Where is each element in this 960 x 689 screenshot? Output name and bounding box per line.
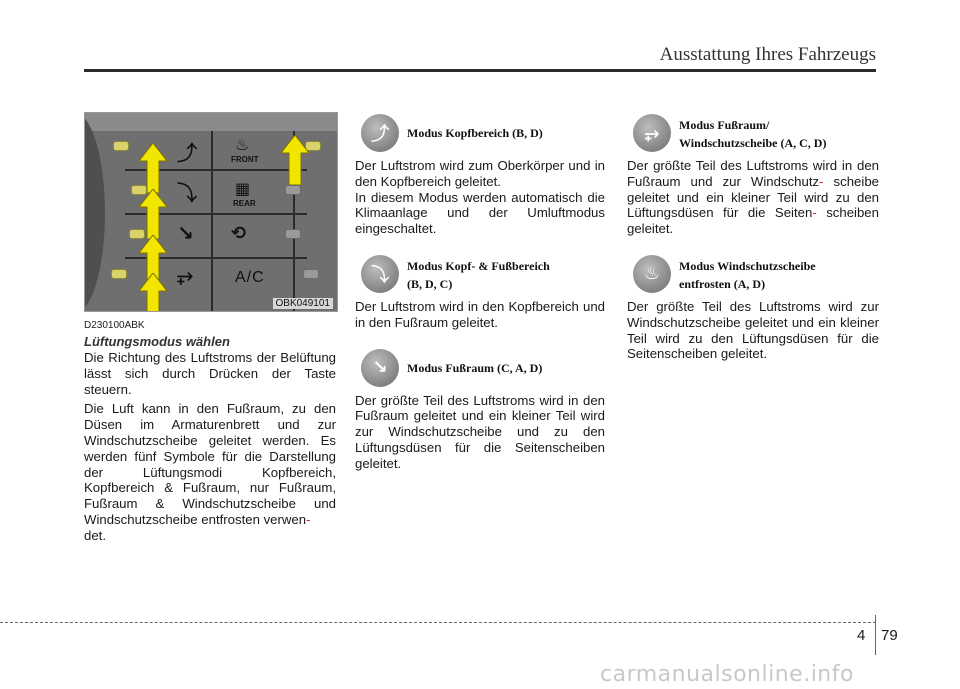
mode-block-feet-defrost [627,112,879,237]
section-title: Ausstattung Ihres Fahrzeugs [659,44,876,65]
watermark: carmanualsonline.info [600,662,854,687]
defrost-icon: ♨ [633,255,671,293]
mode-block-face [355,112,605,237]
mode-title [407,257,550,293]
vent-feet-defrost-icon[interactable]: ⥅ [177,263,193,287]
text-part: scheiben geleitet. [627,205,879,237]
mode-text: In diesem Modus werden automatisch die Klimaanlage und der Umluftmodus eingeschaltet. [355,189,605,237]
footer-rule [0,622,876,623]
mode-title-line: Modus Windschutzscheibe [679,258,816,273]
led [113,141,129,151]
front-defrost-icon[interactable]: ♨ [235,135,250,154]
hyphen: - [812,205,817,221]
mode-title-line: entfrosten (A, D) [679,276,766,291]
vent-face-feet-icon: ⤵ [361,255,399,293]
vent-face-icon[interactable]: ⤴ [177,141,197,165]
panel-top-band [85,113,337,131]
figure-code: OBK049101 [273,298,334,309]
column-middle [355,112,605,488]
mode-text: Der größte Teil des Luftstroms wird zur Windschutzscheibe geleitet und ein kleiner Teil wird zu den Lüftungsdüsen für die Seitenscheiben geleitet. [627,298,879,362]
hyphen: - [306,511,311,527]
panel-divider-1 [211,131,213,311]
mode-title [679,257,816,293]
mode-title: Modus Fußraum (C, A, D) [407,360,543,375]
led [111,269,127,279]
mode-text: Der größte Teil des Luftstroms wird in den Fußraum geleitet und ein kleiner Teil wird zur Windschutzscheibe und zu den Lüftungsdüsen für die Seitenscheiben geleitet. [355,392,605,471]
vent-feet-icon: ↘ [361,349,399,387]
arrow-icon [139,143,167,193]
paragraph-text: det. [84,527,106,543]
climate-panel-figure [84,112,338,312]
page-number: 79 [881,627,898,644]
paragraph: Die Richtung des Luftstroms der Belüftung lässt sich durch Drücken der Taste steuern. [84,350,336,397]
rear-defrost-icon[interactable]: ▦ [235,179,251,198]
front-label: FRONT [231,155,259,164]
text-part: Der größte Teil des Luftstroms wird in den Fußraum und zur Windschutz [627,158,879,189]
mode-text: Der Luftstrom wird zum Oberkörper und in den Kopfbereich geleitet. [355,158,605,189]
recirculation-icon[interactable]: ⟲ [231,223,247,244]
mode-block-feet [355,347,605,472]
mode-title-line: Modus Kopf- & Fußbereich [407,258,550,273]
paragraph-text: Die Luft kann in den Fußraum, zu den Düsen im Armaturenbrett und zur Windschutzscheibe geleitet werden. Es werden fünf Symbole für die Darstellung der Lüftungsmodi Kopfbereich, Kopfbereich & Fußraum, nur Fußraum, Fußraum & Windschutzscheibe und Windschutzscheibe entfrosten verwen [84,401,336,527]
footer-tick [875,615,876,655]
column-right [627,112,879,378]
hyphen: - [819,173,824,189]
arrow-icon [281,135,309,185]
column-left [84,112,336,544]
mode-block-defrost [627,253,879,362]
mode-text [627,158,879,237]
led [285,229,301,239]
mode-title-line: Windschutzscheibe (A, C, D) [679,136,827,150]
led [285,185,301,195]
vent-feet-defrost-icon: ⥅ [633,114,671,152]
mode-title: Modus Kopfbereich (B, D) [407,126,543,140]
chapter-number: 4 [857,627,866,644]
led [303,269,319,279]
mode-block-face-feet [355,253,605,331]
mode-title [679,116,826,152]
vent-face-icon: ⤴ [361,114,399,152]
mode-title-line: (B, D, C) [407,276,453,291]
section-code: D230100ABK [84,320,145,331]
header-rule [84,69,876,72]
arrow-icon [139,189,167,239]
vent-face-feet-icon[interactable]: ⤵ [177,181,197,205]
rear-label: REAR [233,199,256,208]
arrow-icon [139,273,167,312]
paragraph [84,401,336,543]
text-part: scheibe geleitet und ein kleiner Teil wird zu den Lüftungsdüsen für die Seiten [627,173,879,221]
mode-title-line: Modus Fußraum/ [679,118,770,132]
left-knob [84,113,105,312]
ac-label[interactable]: A/C [235,269,265,286]
mode-text: Der Luftstrom wird in den Kopfbereich und in den Fußraum geleitet. [355,298,605,330]
vent-feet-icon[interactable]: ↘ [177,221,194,245]
subheading: Lüftungsmodus wählen [84,334,230,349]
